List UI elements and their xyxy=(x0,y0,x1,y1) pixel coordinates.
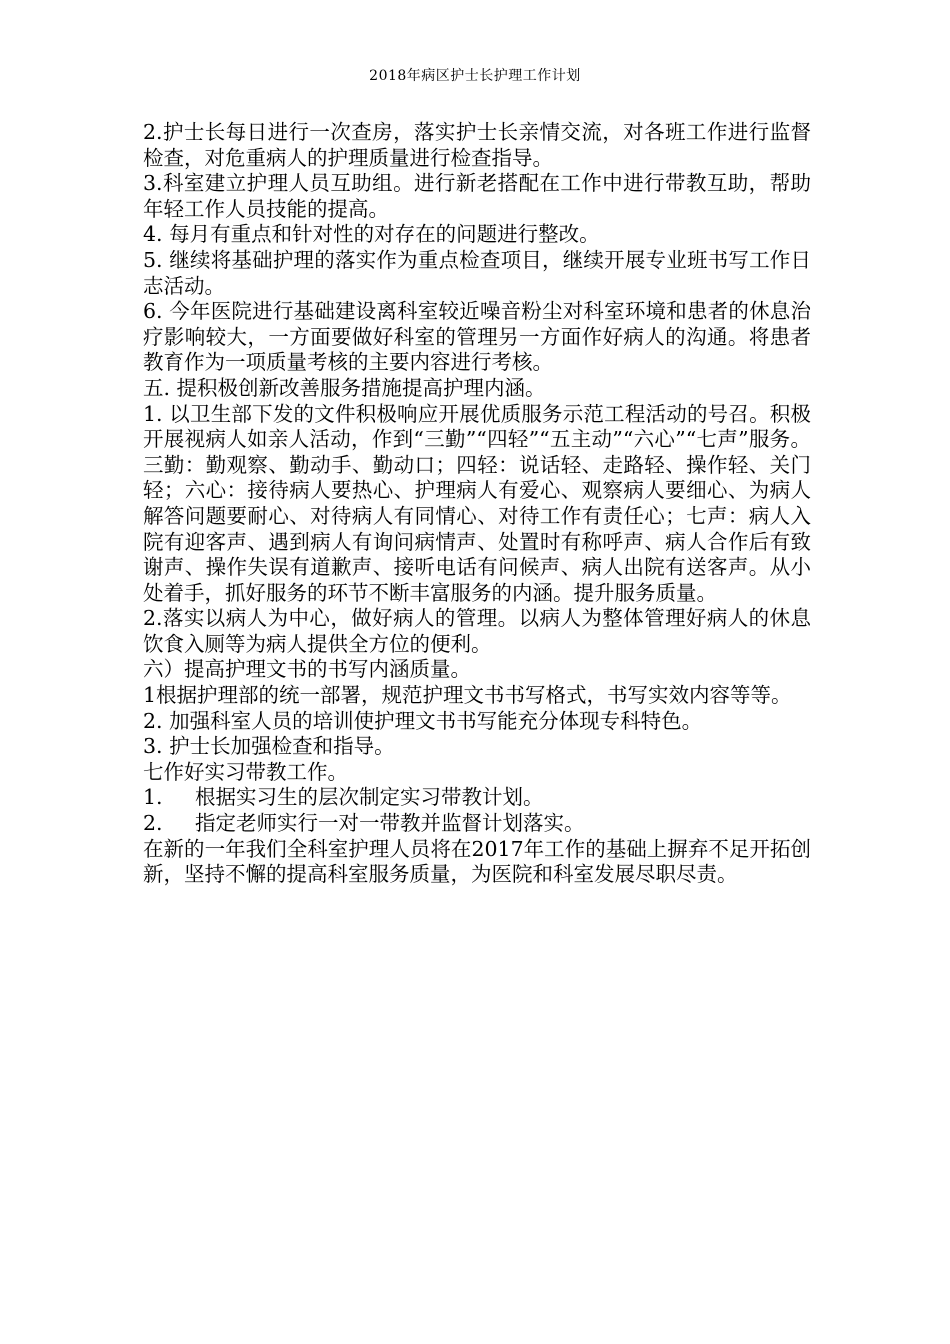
paragraph-5: 5. 继续将基础护理的落实作为重点检查项目，继续开展专业班书写工作日志活动。 xyxy=(143,247,811,298)
list-item-number: 2. xyxy=(143,811,163,836)
paragraph-4: 4. 每月有重点和针对性的对存在的问题进行整改。 xyxy=(143,222,600,247)
paragraph-6-2: 2. 加强科室人员的培训使护理文书书写能充分体现专科特色。 xyxy=(143,708,703,733)
section-heading-5: 五. 提积极创新改善服务措施提高护理内涵。 xyxy=(143,375,546,400)
paragraph-5-1: 1. 以卫生部下发的文件积极响应开展优质服务示范工程活动的号召。积极开展视病人如亲人活动，作到“三勤”“四轻”“五主动”“六心”“七声”服务。三勤：勤观察、勤动手、勤动口；四轻：说话轻、走路轻、操作轻、关门轻；六心：接待病人要热心、护理病人有爱心、观察病人要细心、为病人解答问题要耐心、对待病人有同情心、对待工作有责任心；七声：病人入院有迎客声、遇到病人有询问病情声、处置时有称呼声、病人合作后有致谢声、操作失误有道歉声、接听电话有问候声、病人出院有送客声。从小处着手，抓好服务的环节不断丰富服务的内涵。提升服务质量。 xyxy=(143,401,811,605)
paragraph-2: 2.护士长每日进行一次查房，落实护士长亲情交流，对各班工作进行监督检查，对危重病人的护理质量进行检查指导。 xyxy=(143,120,811,170)
paragraph-6-3: 3. 护士长加强检查和指导。 xyxy=(143,734,395,759)
paragraph-5-2: 2.落实以病人为中心，做好病人的管理。以病人为整体管理好病人的休息饮食入厕等为病人提供全方位的便利。 xyxy=(143,606,811,656)
paragraph-6-1: 1根据护理部的统一部署，规范护理文书书写格式，书写实效内容等等。 xyxy=(143,683,792,708)
section-heading-6: 六）提高护理文书的书写内涵质量。 xyxy=(143,657,471,682)
paragraph-3: 3.科室建立护理人员互助组。进行新老搭配在工作中进行带教互助，帮助年轻工作人员技能的提高。 xyxy=(143,171,811,221)
list-item-text: 根据实习生的层次制定实习带教计划。 xyxy=(195,785,544,810)
running-header: 2018年病区护士长护理工作计划 xyxy=(369,68,581,84)
closing-paragraph: 在新的一年我们全科室护理人员将在2017年工作的基础上摒弃不足开拓创新，坚持不懈的提高科室服务质量，为医院和科室发展尽职尽责。 xyxy=(143,836,811,887)
list-item-number: 1. xyxy=(143,785,163,810)
list-item xyxy=(143,785,811,811)
paragraph-6: 6. 今年医院进行基础建设离科室较近噪音粉尘对科室环境和患者的休息治疗影响较大，一方面要做好科室的管理另一方面作好病人的沟通。将患者教育作为一项质量考核的主要内容进行考核。 xyxy=(143,299,811,375)
list-item-text: 指定老师实行一对一带教并监督计划落实。 xyxy=(195,811,585,836)
list-item xyxy=(143,811,811,837)
document-body xyxy=(143,120,811,888)
section-heading-7: 七作好实习带教工作。 xyxy=(143,759,348,784)
